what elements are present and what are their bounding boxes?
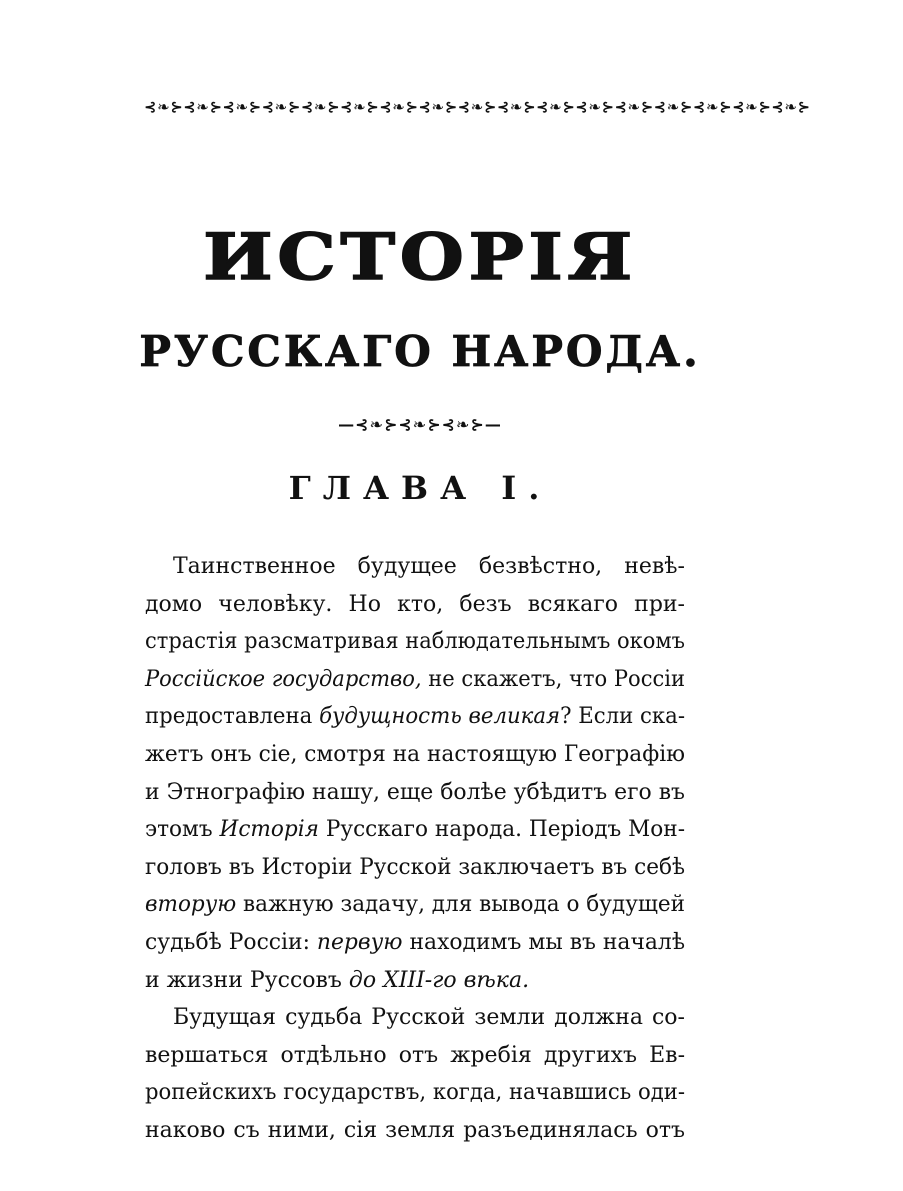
chapter-heading: ГЛАВА I. [288, 469, 552, 507]
text-line [145, 736, 685, 774]
top-ornament-border: ⊰❧⊱⊰❧⊱⊰❧⊱⊰❧⊱⊰❧⊱⊰❧⊱⊰❧⊱⊰❧⊱⊰❧⊱⊰❧⊱⊰❧⊱⊰❧⊱⊰❧⊱⊰❧⊱⊰❧⊱⊰❧⊱⊰❧⊱ [144, 98, 811, 116]
text-line [145, 811, 685, 849]
divider-ornament: —⊰❧⊱⊰❧⊱⊰❧⊱— [338, 415, 502, 434]
text-span: не скажетъ, что Россіи [421, 666, 685, 692]
text-span: и жизни Руссовъ [145, 967, 349, 993]
text-line [145, 661, 685, 699]
text-span: жетъ онъ сіе, смотря на настоящую Географію [145, 741, 685, 767]
text-span: судьбѣ Россіи: [145, 929, 317, 955]
italic-span: Россійское государство, [145, 666, 422, 692]
text-span: ? Если ска- [560, 704, 685, 730]
text-span: наково съ ними, сія земля разъединялась отъ [145, 1117, 685, 1143]
text-line [145, 1037, 685, 1075]
italic-span: первую [316, 929, 403, 955]
text-line [145, 886, 685, 924]
body-text [145, 548, 685, 1150]
text-line [145, 623, 685, 661]
italic-span: до XIII-го вѣка. [348, 967, 530, 993]
text-line [145, 586, 685, 624]
text-span: страстія разсматривая наблюдательнымъ окомъ [145, 629, 685, 655]
text-span: важную задачу, для вывода о будущей [236, 892, 685, 918]
text-span: ропейскихъ государствъ, когда, начавшись оди- [145, 1080, 685, 1106]
text-span: Будущая судьба Русской земли должна со- [173, 1005, 685, 1031]
text-span: находимъ мы въ началѣ [402, 929, 685, 955]
page-title: ИСТОРІЯ [203, 220, 637, 295]
text-line [145, 548, 685, 586]
page-subtitle: РУССКАГО НАРОДА. [139, 327, 701, 376]
text-line [145, 1112, 685, 1150]
text-line [145, 924, 685, 962]
text-line [145, 849, 685, 887]
italic-span: Исторія [219, 817, 319, 843]
text-line [145, 698, 685, 736]
text-line [145, 962, 685, 1000]
text-span: предоставлена [145, 704, 320, 730]
text-span: Таинственное будущее безвѣстно, невѣ- [173, 554, 685, 579]
text-line [145, 774, 685, 812]
text-span: вершаться отдѣльно отъ жребія другихъ Ев- [145, 1042, 685, 1068]
text-span: Русскаго народа. Періодъ Мон- [318, 817, 685, 843]
text-line [145, 1074, 685, 1112]
italic-span: будущность великая [319, 704, 561, 730]
text-span: этомъ [145, 817, 220, 843]
text-span: и Этнографію нашу, еще болѣе убѣдитъ его въ [145, 779, 685, 805]
text-span: домо человѣку. Но кто, безъ всякаго при- [145, 591, 685, 617]
italic-span: вторую [145, 892, 237, 918]
text-span: головъ въ Исторіи Русской заключаетъ въ себѣ [145, 854, 685, 880]
text-line [145, 999, 685, 1037]
